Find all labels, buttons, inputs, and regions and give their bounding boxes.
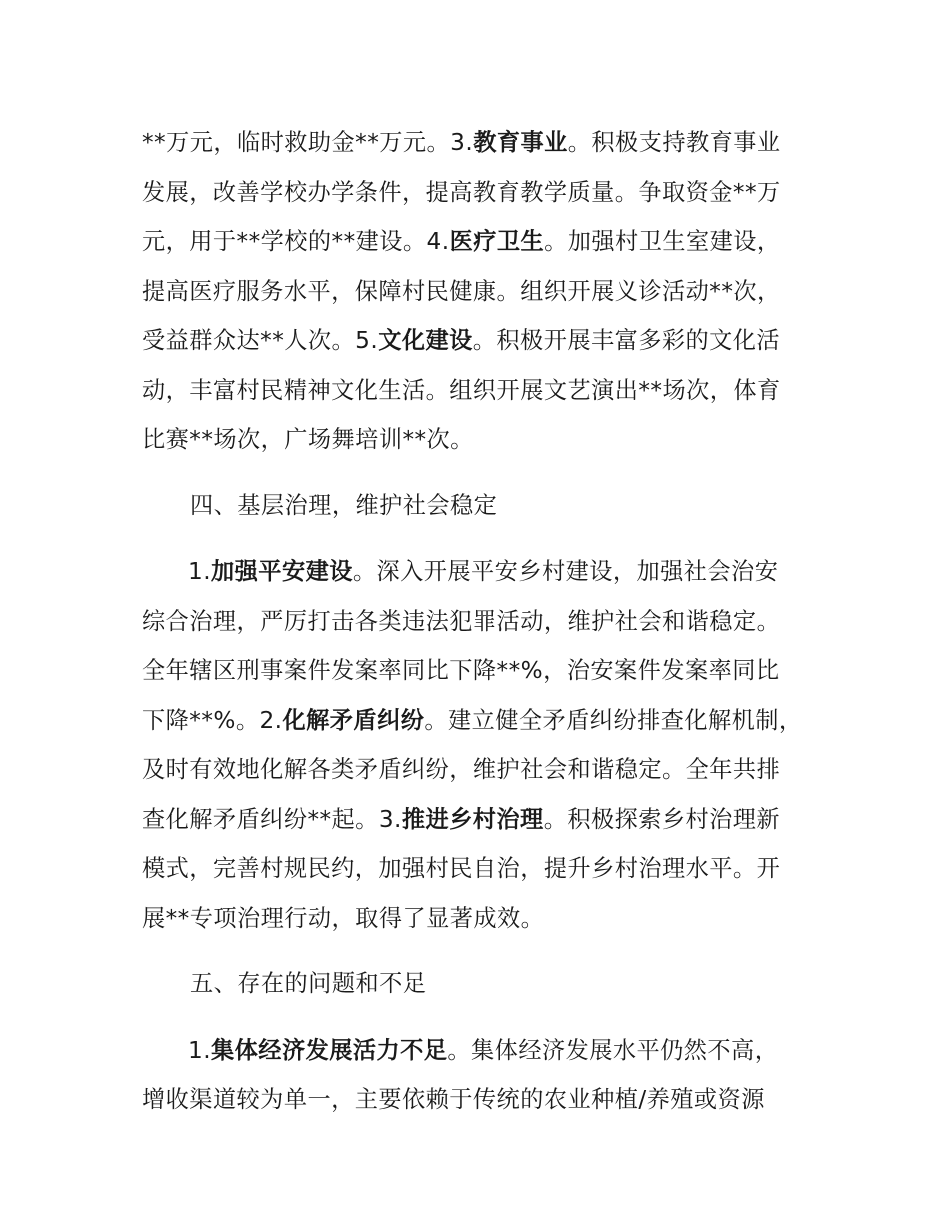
text-line [142, 795, 810, 845]
text-run: 1. [188, 1036, 212, 1064]
bold-item-title: 加强平安建设 [211, 558, 353, 585]
text-line [142, 118, 810, 168]
text-run: 。深入开展平安乡村建设，加强社会治安 [352, 558, 779, 585]
text-run: 。集体经济发展水平仍然不高， [447, 1036, 779, 1064]
text-run: 受益群众达**人次。5. [142, 327, 379, 354]
bold-item-title: 化解矛盾纠纷 [282, 706, 425, 734]
text-run: 下降**%。2. [142, 706, 283, 734]
text-line: 发展，改善学校办学条件，提高教育教学质量。争取资金**万 [142, 178, 781, 206]
bold-item-title: 推进乡村治理 [401, 805, 544, 833]
bold-item-title: 教育事业 [473, 129, 568, 156]
text-line: 提高医疗服务水平，保障村民健康。组织开展义诊活动**次， [142, 277, 781, 305]
text-run: 。积极开展丰富多彩的文化活 [472, 327, 781, 354]
section4-heading: 四、基层治理，维护社会稳定 [190, 491, 498, 519]
text-run: 1. [188, 558, 212, 585]
text-line: 综合治理，严厉打击各类违法犯罪活动，维护社会和谐稳定。 [142, 607, 781, 635]
text-line: 展**专项治理行动，取得了显著成效。 [142, 904, 545, 932]
text-line: 全年辖区刑事案件发案率同比下降**%，治安案件发案率同比 [142, 657, 780, 684]
text-run: 。积极探索乡村治理新 [543, 805, 781, 833]
bold-item-title: 集体经济发展活力不足 [211, 1036, 448, 1064]
text-line [142, 1026, 810, 1076]
text-line [142, 696, 810, 746]
bold-item-title: 文化建设 [378, 327, 473, 354]
text-line [142, 217, 810, 267]
text-line: 比赛**场次，广场舞培训**次。 [142, 426, 474, 453]
section3-paragraph [142, 118, 810, 465]
section5-heading: 五、存在的问题和不足 [190, 970, 427, 997]
text-run: 查化解矛盾纠纷**起。3. [142, 805, 402, 833]
text-line: 动，丰富村民精神文化生活。组织开展文艺演出**场次，体育 [142, 376, 781, 404]
text-line [142, 316, 810, 366]
document-page [142, 118, 810, 1125]
text-run: 。积极支持教育事业 [567, 129, 781, 156]
text-run: 。建立健全矛盾纠纷排查化解机制， [424, 706, 803, 734]
section5-paragraph [142, 1026, 810, 1125]
text-line [142, 547, 810, 597]
bold-item-title: 医疗卫生 [449, 228, 545, 255]
text-run: **万元，临时救助金**万元。3. [142, 129, 474, 156]
text-run: 。加强村卫生室建设， [544, 228, 781, 255]
text-line: 模式，完善村规民约，加强村民自治，提升乡村治理水平。开 [142, 855, 781, 882]
text-run: 元，用于**学校的**建设。4. [142, 228, 450, 255]
section4-paragraph [142, 547, 810, 943]
text-line: 及时有效地化解各类矛盾纠纷，维护社会和谐稳定。全年共排 [142, 756, 781, 783]
text-line: 增收渠道较为单一，主要依赖于传统的农业种植/养殖或资源 [142, 1086, 765, 1113]
